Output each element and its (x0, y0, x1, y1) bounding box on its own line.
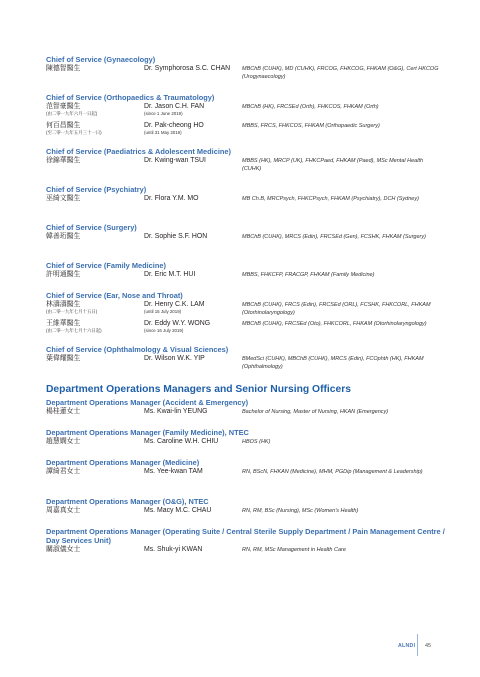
section-title: Chief of Service (Orthopaedics & Traumatology) (46, 93, 215, 102)
chinese-name: 何百昌醫生 (46, 122, 81, 129)
footer-divider (417, 634, 418, 656)
english-name: Dr. Henry C.K. LAM (144, 301, 205, 308)
chinese-name: 林濤濤醫生 (46, 301, 81, 308)
qualifications: MBChB (HK), FRCSEd (Orth), FHKCOS, FHKAM (Orth) (242, 104, 379, 110)
english-name: Ms. Kwai-lin YEUNG (144, 408, 208, 415)
english-name: Dr. Flora Y.M. MO (144, 195, 199, 202)
page-content (46, 55, 446, 554)
english-name: Dr. Pak-cheong HO (144, 122, 204, 129)
service-section (46, 147, 446, 175)
qualifications: MBBS, FRCS, FHKCOS, FHKAM (Orthopaedic Surgery) (242, 123, 380, 129)
person-row (46, 156, 446, 175)
qualifications: MBChB (CUHK), MRCS (Edin), FRCSEd (Gen), FCSHK, FHKAM (Surgery) (242, 234, 426, 240)
person-row (46, 545, 446, 554)
service-section (46, 55, 446, 83)
service-section (46, 497, 446, 515)
chinese-name: 關淑儀女士 (46, 546, 81, 553)
chinese-tenure-note: (由二零一九年七月十六日起) (46, 327, 102, 333)
service-section (46, 93, 446, 140)
footer-label: ALNDI (398, 643, 416, 649)
chinese-name: 周嘉真女士 (46, 507, 81, 514)
person-row (46, 506, 446, 515)
chinese-name: 范智豪醫生 (46, 103, 81, 110)
section-title: Chief of Service (Ophthalmology & Visual Sciences) (46, 345, 229, 354)
english-tenure-note: (until 31 May 2019) (144, 129, 182, 135)
qualifications: MBChB (CUHK), FRCS (Edin), FRCSEd (ORL), FCSHK, FHKCORL, FHKAM (Otorhinolaryngology) (242, 302, 431, 316)
person-row (46, 354, 446, 373)
chinese-tenure-note: (由二零一九年六月一日起) (46, 110, 98, 116)
chinese-name: 王維華醫生 (46, 320, 81, 327)
section-title: Chief of Service (Ear, Nose and Throat) (46, 291, 183, 300)
service-section (46, 223, 446, 251)
english-name: Dr. Jason C.H. FAN (144, 103, 205, 110)
person-row (46, 270, 446, 279)
english-name: Dr. Kwing-wan TSUI (144, 157, 206, 164)
english-tenure-note: (since 16 July 2019) (144, 327, 184, 333)
service-section (46, 458, 446, 486)
section-title: Chief of Service (Surgery) (46, 223, 137, 232)
qualifications: MBChB (CUHK), FRCSEd (Oto), FHKCORL, FHKAM (Otorhinolaryngology) (242, 321, 427, 327)
english-name: Dr. Eddy W.Y. WONG (144, 320, 211, 327)
section-title: Department Operations Manager (Medicine) (46, 458, 200, 467)
person-row (46, 467, 446, 486)
chinese-tenure-note: (由二零一九年七月十五日) (46, 308, 98, 314)
english-name: Ms. Yee-kwan TAM (144, 468, 203, 475)
chinese-name: 葉偉耀醫生 (46, 355, 81, 362)
service-section (46, 261, 446, 279)
english-tenure-note: (until 15 July 2019) (144, 308, 182, 314)
person-row (46, 121, 446, 140)
qualifications: MB Ch.B, MRCPsych, FHKCPsych, FHKAM (Psychiatry), DCH (Sydney) (242, 196, 419, 202)
qualifications: BMedSci (CUHK), MBChB (CUHK), MRCS (Edin), FCOphth (HK), FHKAM (Ophthalmology) (242, 356, 424, 370)
person-row (46, 319, 446, 338)
qualifications: Bachelor of Nursing, Master of Nursing, HKAN (Emergency) (242, 409, 389, 415)
section-title: Department Operations Manager (Family Medicine), NTEC (46, 428, 249, 437)
chinese-name: 楊桂蓮女士 (46, 408, 81, 415)
person-row (46, 407, 446, 416)
chinese-tenure-note: (至二零一九年五月三十一日) (46, 129, 102, 135)
chinese-name: 許明通醫生 (46, 271, 81, 278)
section-title: Department Operations Manager (Operating Suite / Central Sterile Supply Department / Pain Management Centre / Day Services Unit) (46, 527, 445, 545)
english-name: Dr. Eric M.T. HUI (144, 271, 196, 278)
english-name: Ms. Macy M.C. CHAU (144, 507, 212, 514)
section-title: Chief of Service (Gynaecology) (46, 55, 156, 64)
english-name: Ms. Caroline W.H. CHIU (144, 438, 219, 445)
english-name: Ms. Shuk-yi KWAN (144, 546, 203, 553)
english-name: Dr. Sophie S.F. HON (144, 233, 208, 240)
service-section (46, 185, 446, 213)
chinese-name: 陳德智醫生 (46, 65, 81, 72)
chinese-name: 韓善珩醫生 (46, 233, 81, 240)
qualifications: RN, BScN, FHKAN (Medicine), MHM, PGDip (Management & Leadership) (242, 469, 423, 475)
person-row (46, 300, 446, 319)
chinese-name: 趙慧嫻女士 (46, 438, 81, 445)
english-name: Dr. Symphorosa S.C. CHAN (144, 65, 231, 72)
chinese-name: 譚綺君女士 (46, 468, 81, 475)
section-title: Chief of Service (Family Medicine) (46, 261, 166, 270)
page-number: 45 (425, 643, 432, 649)
service-section (46, 527, 446, 554)
person-row (46, 194, 446, 213)
qualifications: MBBS, FHKCFP, FRACGP, FHKAM (Family Medicine) (242, 272, 375, 278)
page-heading: Department Operations Managers and Senior Nursing Officers (46, 384, 351, 395)
section-title: Department Operations Manager (O&G), NTEC (46, 497, 209, 506)
service-section (46, 398, 446, 416)
person-row (46, 437, 446, 446)
chinese-name: 徐錦華醫生 (46, 157, 81, 164)
section-title: Chief of Service (Psychiatry) (46, 185, 147, 194)
qualifications: MBChB (CUHK), MD (CUHK), FRCOG, FHKCOG, FHKAM (O&G), Cert HKCOG (Urogynaecology) (242, 66, 439, 80)
qualifications: MBBS (HK), MRCP (UK), FHKCPaed, FHKAM (Paed), MSc Mental Health (CUHK) (242, 158, 424, 172)
service-section (46, 345, 446, 373)
qualifications: RN, RM, BSc (Nursing), MSc (Women's Health) (242, 508, 359, 514)
qualifications: RN, RM, MSc Management in Health Care (242, 547, 346, 553)
english-tenure-note: (since 1 June 2019) (144, 110, 183, 116)
service-section (46, 291, 446, 338)
qualifications: HBOS (HK) (242, 439, 271, 445)
section-title: Chief of Service (Paediatrics & Adolescent Medicine) (46, 147, 231, 156)
person-row (46, 64, 446, 83)
service-section (46, 428, 446, 446)
person-row (46, 102, 446, 121)
section-title: Department Operations Manager (Accident & Emergency) (46, 398, 249, 407)
person-row (46, 232, 446, 251)
english-name: Dr. Wilson W.K. YIP (144, 355, 205, 362)
chinese-name: 巫綺文醫生 (46, 195, 81, 202)
